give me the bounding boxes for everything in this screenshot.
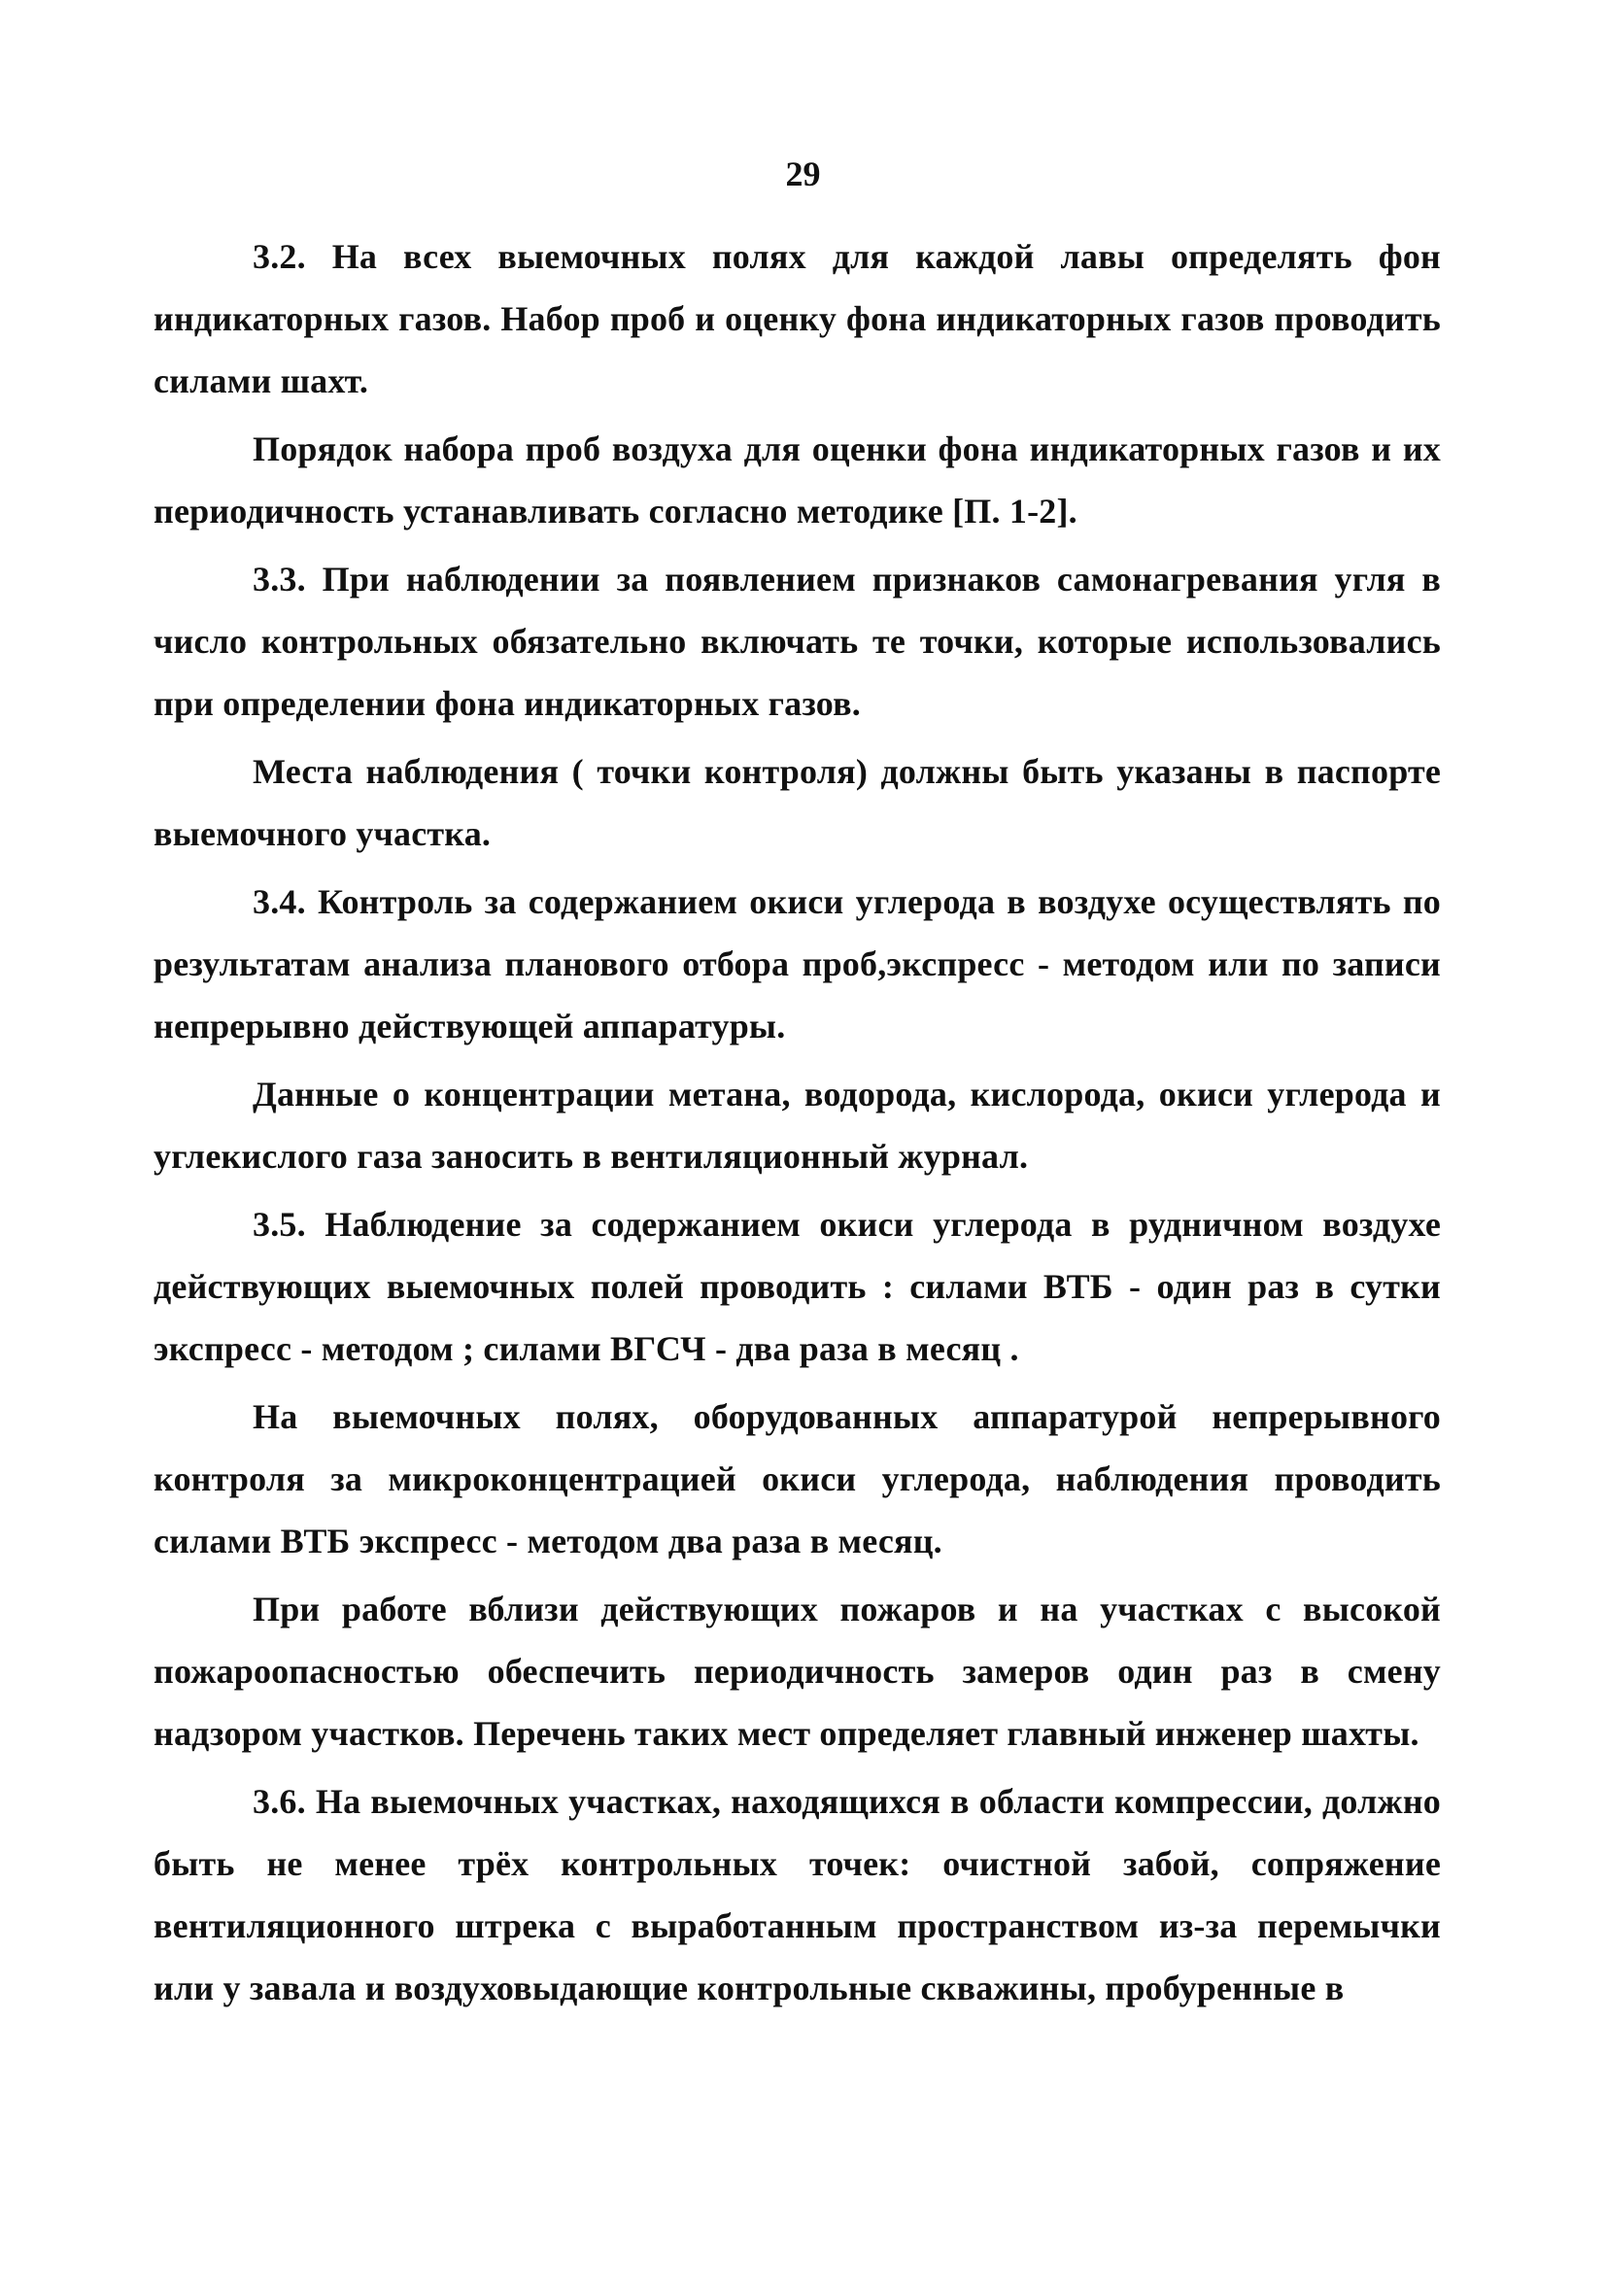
paragraph-3-6: 3.6. На выемочных участках, находящихся в области компрессии, должно быть не менее трёх контрольных точек: очистной забой, сопряжение вентиляционного штрека с выработанным пространством из-за перемычки или у завала и воздуховыдающие контрольные скважины, пробуренные в xyxy=(154,1782,1441,2007)
paragraph-3-3: 3.3. При наблюдении за появлением признаков самонагревания угля в число контрольных обязательно включать те точки, которые использовались при определении фона индикаторных газов. xyxy=(154,560,1441,723)
paragraph-sampling-order: Порядок набора проб воздуха для оценки фона индикаторных газов и их периодичность устанавливать согласно методике [П. 1-2]. xyxy=(154,429,1441,531)
paragraph-observation-places: Места наблюдения ( точки контроля) должны быть указаны в паспорте выемочного участка. xyxy=(154,752,1441,853)
paragraph-3-2: 3.2. На всех выемочных полях для каждой лавы определять фон индикаторных газов. Набор проб и оценку фона индикаторных газов проводить силами шахт. xyxy=(154,237,1441,400)
paragraph-continuous-control: На выемочных полях, оборудованных аппаратурой непрерывного контроля за микроконцентрацией окиси углерода, наблюдения проводить силами ВТБ экспресс - методом два раза в месяц. xyxy=(154,1397,1441,1560)
body-text xyxy=(154,225,1441,2025)
paragraph-concentration-data: Данные о концентрации метана, водорода, кислорода, окиси углерода и углекислого газа заносить в вентиляционный журнал. xyxy=(154,1075,1441,1176)
paragraph-3-5: 3.5. Наблюдение за содержанием окиси углерода в рудничном воздухе действующих выемочных полей проводить : силами ВТБ - один раз в сутки экспресс - методом ; силами ВГСЧ - два раза в месяц . xyxy=(154,1205,1441,1368)
page-number: 29 xyxy=(785,154,821,193)
paragraph-fire-proximity: При работе вблизи действующих пожаров и на участках с высокой пожароопасностью обеспечить периодичность замеров один раз в смену надзором участков. Перечень таких мест определяет главный инженер шахты. xyxy=(154,1590,1441,1753)
paragraph-3-4: 3.4. Контроль за содержанием окиси углерода в воздухе осуществлять по результатам анализа планового отбора проб,экспресс - методом или по записи непрерывно действующей аппаратуры. xyxy=(154,882,1441,1045)
